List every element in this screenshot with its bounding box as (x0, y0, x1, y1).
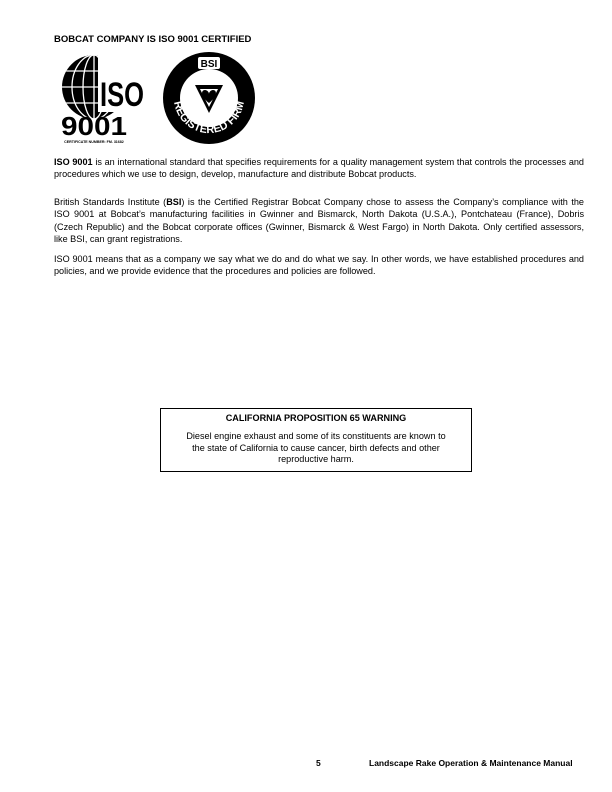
iso-mark-text: ISO (100, 76, 144, 114)
bsi-mark-text: BSI (200, 59, 218, 70)
prop65-warning-box (160, 408, 472, 472)
bsi-text-before: British Standards Institute ( (54, 197, 167, 207)
certification-logos (54, 51, 274, 146)
bsi-term: BSI (166, 197, 182, 207)
iso-9001-logo (54, 51, 146, 145)
warning-title: CALIFORNIA PROPOSITION 65 WARNING (225, 413, 407, 423)
bsi-registered-firm-logo (162, 51, 256, 145)
bsi-description-paragraph (54, 196, 584, 246)
bsi-text-after: ) is the Certified Registrar Bobcat Company chose to assess the Company’s compliance with the ISO 9001 at Bobcat’s manufacturing facilities in Gwinner and Bismarck, North Dakota (U.S.A.), Pontchateau (France), Dobris (Czech Republic) and the Bobcat corporate offices (Gwinner, Bismarck & West Fargo) in North Dakota. Only certified assessors, like BSI, can grant registrations. (54, 197, 584, 245)
manual-title: Landscape Rake Operation & Maintenance Manual (369, 758, 573, 768)
bsi-ring-text: REGISTERED FIRM (171, 99, 247, 137)
iso-meaning-paragraph: ISO 9001 means that as a company we say what we do and do what we say. In other words, we have established procedures and policies, and we provide evidence that the procedures and policies are followed. (54, 254, 584, 277)
iso-term: ISO 9001 (54, 157, 93, 167)
warning-text: Diesel engine exhaust and some of its constituents are known to the state of California to cause cancer, birth defects and other reproductive harm. (186, 431, 446, 465)
page-heading: BOBCAT COMPANY IS ISO 9001 CERTIFIED (54, 34, 252, 45)
iso-number-text: 9001 (61, 111, 127, 141)
iso-description-paragraph (54, 156, 584, 181)
iso-description-text: is an international standard that specifies requirements for a quality management system that controls the processes and procedures which we use to design, develop, manufacture and distribute Bobcat products. (54, 157, 584, 180)
iso-certificate-text: CERTIFICATE NUMBER: FM. 31682 (64, 140, 124, 144)
page-number: 5 (316, 758, 321, 768)
